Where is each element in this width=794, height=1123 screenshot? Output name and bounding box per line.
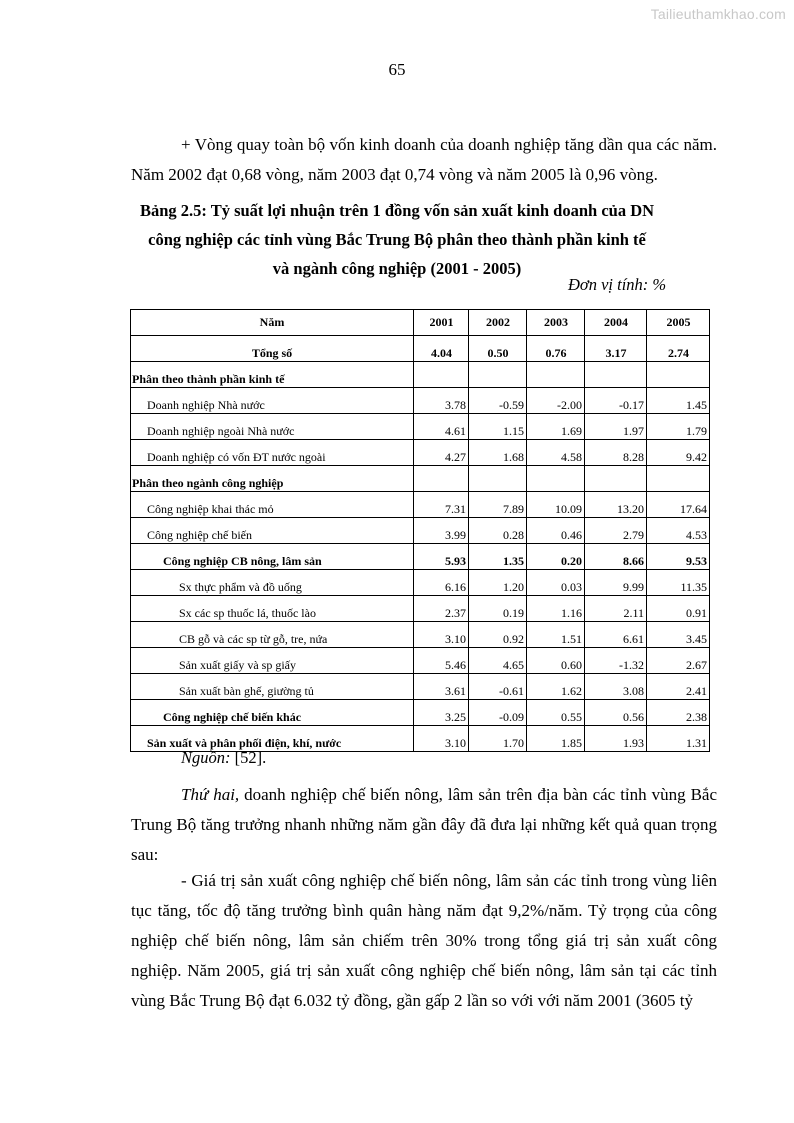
row-label: Công nghiệp chế biến <box>131 518 414 544</box>
cell: 0.03 <box>527 570 585 596</box>
cell: -1.32 <box>585 648 647 674</box>
cell: 3.61 <box>414 674 469 700</box>
cell: 4.61 <box>414 414 469 440</box>
cell: 1.45 <box>647 388 710 414</box>
table-row-agri-processing <box>131 544 710 570</box>
row-label: CB gỗ và các sp từ gỗ, tre, nứa <box>131 622 414 648</box>
cell: 0.19 <box>469 596 527 622</box>
cell: 0.46 <box>527 518 585 544</box>
third-paragraph <box>131 866 717 1016</box>
cell: 2.67 <box>647 648 710 674</box>
cell: 1.69 <box>527 414 585 440</box>
cell: 1.79 <box>647 414 710 440</box>
table-row <box>131 674 710 700</box>
group-row-economic-sector <box>131 362 710 388</box>
table-row <box>131 518 710 544</box>
watermark: Tailieuthamkhao.com <box>650 6 786 22</box>
cell: -0.17 <box>585 388 647 414</box>
cell: 2.37 <box>414 596 469 622</box>
cell: 3.17 <box>585 336 647 362</box>
cell: 3.25 <box>414 700 469 726</box>
row-label: Sx các sp thuốc lá, thuốc lào <box>131 596 414 622</box>
row-label: Công nghiệp khai thác mỏ <box>131 492 414 518</box>
cell: 2.79 <box>585 518 647 544</box>
second-paragraph-lead: Thứ hai, <box>181 785 240 804</box>
cell: 2.74 <box>647 336 710 362</box>
cell: 0.60 <box>527 648 585 674</box>
table-row <box>131 414 710 440</box>
cell: 3.99 <box>414 518 469 544</box>
cell: 1.85 <box>527 726 585 752</box>
total-row <box>131 336 710 362</box>
cell: 8.66 <box>585 544 647 570</box>
row-label: Doanh nghiệp ngoài Nhà nước <box>131 414 414 440</box>
cell: 17.64 <box>647 492 710 518</box>
row-label: Công nghiệp CB nông, lâm sản <box>131 544 414 570</box>
table-row <box>131 596 710 622</box>
cell: 9.42 <box>647 440 710 466</box>
intro-text: + Vòng quay toàn bộ vốn kinh doanh của doanh nghiệp tăng dần qua các năm. Năm 2002 đạt 0,68 vòng, năm 2003 đạt 0,74 vòng và năm 2005 là 0,96 vòng. <box>131 135 717 184</box>
table-row-other-processing <box>131 700 710 726</box>
cell: 0.28 <box>469 518 527 544</box>
cell: 4.53 <box>647 518 710 544</box>
unit-label: Đơn vị tính: % <box>568 275 667 294</box>
cell: 7.89 <box>469 492 527 518</box>
row-label: Doanh nghiệp Nhà nước <box>131 388 414 414</box>
source-label: Nguồn: <box>181 748 231 767</box>
row-label: Sx thực phẩm và đồ uống <box>131 570 414 596</box>
cell: 0.20 <box>527 544 585 570</box>
row-label: Sản xuất giấy và sp giấy <box>131 648 414 674</box>
cell: 9.53 <box>647 544 710 570</box>
cell: 1.97 <box>585 414 647 440</box>
header-2002: 2002 <box>469 310 527 336</box>
cell: 5.93 <box>414 544 469 570</box>
cell: 1.93 <box>585 726 647 752</box>
header-2003: 2003 <box>527 310 585 336</box>
row-label: Sản xuất bàn ghế, giường tủ <box>131 674 414 700</box>
cell: 10.09 <box>527 492 585 518</box>
cell: -0.09 <box>469 700 527 726</box>
header-year: Năm <box>131 310 414 336</box>
cell: 2.38 <box>647 700 710 726</box>
row-label: Công nghiệp chế biến khác <box>131 700 414 726</box>
cell: 0.56 <box>585 700 647 726</box>
cell: 0.76 <box>527 336 585 362</box>
header-2005: 2005 <box>647 310 710 336</box>
cell: 9.99 <box>585 570 647 596</box>
cell: 1.51 <box>527 622 585 648</box>
table-row <box>131 492 710 518</box>
row-label: Tổng số <box>131 336 414 362</box>
cell: 2.41 <box>647 674 710 700</box>
table-row <box>131 388 710 414</box>
intro-paragraph <box>131 130 717 190</box>
source-note <box>181 748 266 768</box>
group-label: Phân theo thành phần kinh tế <box>131 362 414 388</box>
cell: 3.10 <box>414 622 469 648</box>
cell: 8.28 <box>585 440 647 466</box>
cell: -0.59 <box>469 388 527 414</box>
cell: -2.00 <box>527 388 585 414</box>
cell: 3.45 <box>647 622 710 648</box>
cell: 4.27 <box>414 440 469 466</box>
cell: 1.20 <box>469 570 527 596</box>
cell: 4.65 <box>469 648 527 674</box>
table-row <box>131 570 710 596</box>
table-row <box>131 440 710 466</box>
cell: 0.92 <box>469 622 527 648</box>
cell: 1.31 <box>647 726 710 752</box>
table-title-line-2: công nghiệp các tỉnh vùng Bắc Trung Bộ phân theo thành phần kinh tế <box>148 230 646 249</box>
cell: 4.58 <box>527 440 585 466</box>
cell: 6.16 <box>414 570 469 596</box>
cell: 7.31 <box>414 492 469 518</box>
cell: 6.61 <box>585 622 647 648</box>
table-title-line-3: và ngành công nghiệp (2001 - 2005) <box>272 259 522 278</box>
header-row <box>131 310 710 336</box>
table-row <box>131 622 710 648</box>
cell: 2.11 <box>585 596 647 622</box>
row-label: Sản xuất và phân phối điện, khí, nước <box>131 726 414 752</box>
cell: 5.46 <box>414 648 469 674</box>
cell: 1.35 <box>469 544 527 570</box>
cell: 13.20 <box>585 492 647 518</box>
page-number: 65 <box>388 60 406 79</box>
cell: 3.08 <box>585 674 647 700</box>
cell: 1.68 <box>469 440 527 466</box>
cell: -0.61 <box>469 674 527 700</box>
source-value: [52]. <box>230 748 267 767</box>
cell: 0.91 <box>647 596 710 622</box>
header-2004: 2004 <box>585 310 647 336</box>
row-label: Doanh nghiệp có vốn ĐT nước ngoài <box>131 440 414 466</box>
cell: 1.15 <box>469 414 527 440</box>
second-paragraph-text: doanh nghiệp chế biến nông, lâm sản trên địa bàn các tỉnh vùng Bắc Trung Bộ tăng trưởng nhanh những năm gần đây đã đưa lại những kết quả quan trọng sau: <box>131 785 717 864</box>
cell: 1.70 <box>469 726 527 752</box>
second-paragraph <box>131 780 717 870</box>
group-row-industry <box>131 466 710 492</box>
header-2001: 2001 <box>414 310 469 336</box>
cell: 3.78 <box>414 388 469 414</box>
cell: 3.10 <box>414 726 469 752</box>
cell: 11.35 <box>647 570 710 596</box>
cell: 0.50 <box>469 336 527 362</box>
table-title-line-1: Bảng 2.5: Tỷ suất lợi nhuận trên 1 đồng vốn sản xuất kinh doanh của DN <box>139 201 655 220</box>
table-row <box>131 648 710 674</box>
third-paragraph-text: - Giá trị sản xuất công nghiệp chế biến nông, lâm sản các tỉnh trong vùng liên tục tăng, tốc độ tăng trưởng bình quân hàng năm đạt 9,2%/năm. Tỷ trọng của công nghiệp chế biến nông, lâm sản chiếm trên 30% trong tổng giá trị sản xuất công nghiệp. Năm 2005, giá trị sản xuất công nghiệp chế biến nông, lâm sản tại các tỉnh vùng Bắc Trung Bộ đạt 6.032 tỷ đồng, gần gấp 2 lần so với với năm 2001 (3605 tỷ <box>131 871 717 1010</box>
cell: 0.55 <box>527 700 585 726</box>
group-label: Phân theo ngành công nghiệp <box>131 466 414 492</box>
table-title <box>100 196 694 283</box>
cell: 1.16 <box>527 596 585 622</box>
cell: 1.62 <box>527 674 585 700</box>
cell: 4.04 <box>414 336 469 362</box>
profit-rate-table <box>130 309 710 752</box>
